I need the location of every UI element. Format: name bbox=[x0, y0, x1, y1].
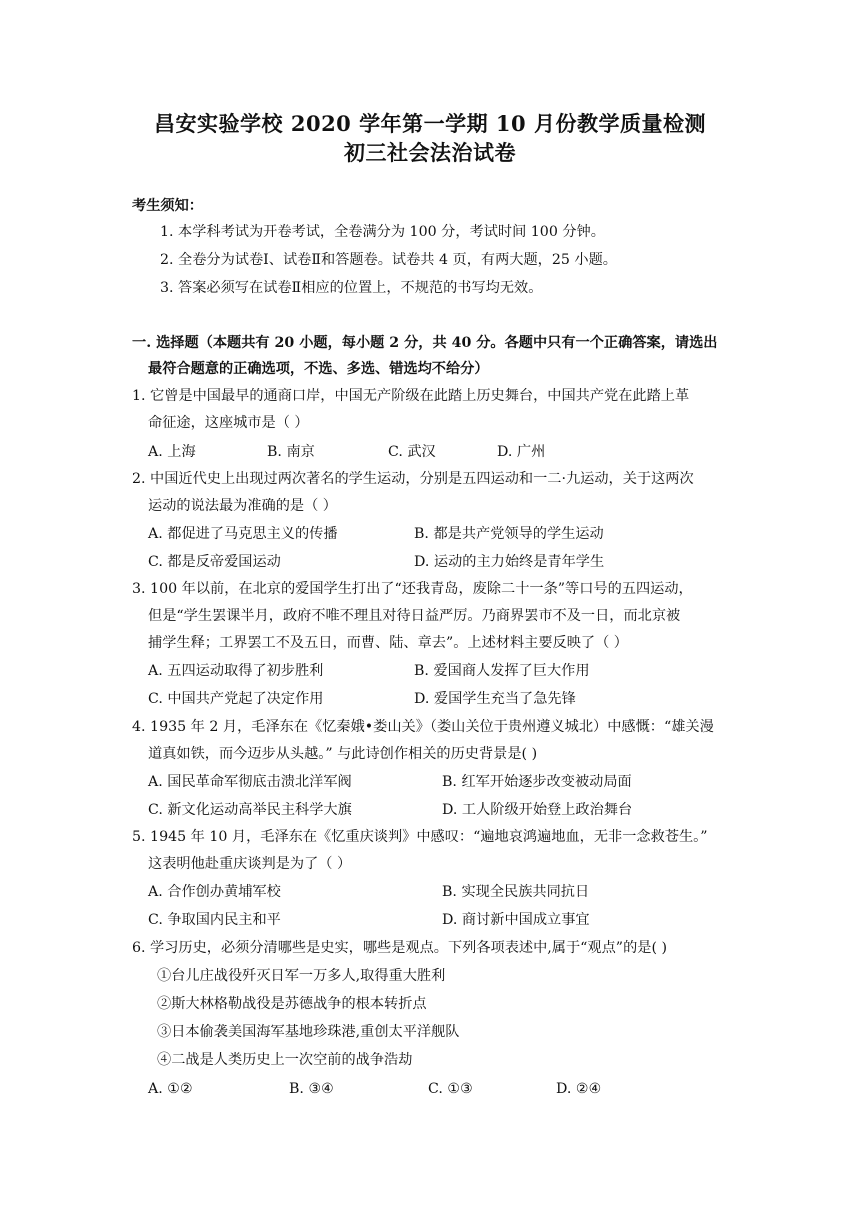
section-heading-line1: 一. 选择题（本题共有 20 小题，每小题 2 分，共 40 分。各题中只有一个正确答案，请选出 bbox=[132, 335, 718, 351]
question-1-option-c: C. 武汉 bbox=[388, 444, 436, 460]
question-1-option-b: B. 南京 bbox=[267, 444, 315, 460]
exam-subtitle: 初三社会法治试卷 bbox=[344, 140, 516, 165]
notice-item-3: 3. 答案必须写在试卷Ⅱ相应的位置上，不规范的书写均无效。 bbox=[160, 280, 543, 296]
notice-heading: 考生须知： bbox=[132, 198, 203, 214]
question-2-text: 2. 中国近代史上出现过两次著名的学生运动，分别是五四运动和一二·九运动，关于这两次 bbox=[132, 471, 694, 487]
question-5-option-b: B. 实现全民族共同抗日 bbox=[442, 884, 590, 900]
question-5-text-cont: 这表明他赴重庆谈判是为了（ ） bbox=[148, 856, 352, 872]
question-2-option-c: C. 都是反帝爱国运动 bbox=[148, 554, 281, 570]
question-4-option-b: B. 红军开始逐步改变被动局面 bbox=[442, 774, 632, 790]
question-3-option-b: B. 爱国商人发挥了巨大作用 bbox=[414, 663, 590, 679]
question-6-option-c: C. ①③ bbox=[428, 1081, 473, 1097]
question-5-option-c: C. 争取国内民主和平 bbox=[148, 912, 281, 928]
question-6-statement-3: ③日本偷袭美国海军基地珍珠港,重创太平洋舰队 bbox=[157, 1024, 460, 1040]
question-6-statement-1: ①台儿庄战役歼灭日军一万多人,取得重大胜利 bbox=[157, 968, 446, 984]
question-2-option-d: D. 运动的主力始终是青年学生 bbox=[414, 554, 605, 570]
notice-item-1: 1. 本学科考试为开卷考试，全卷满分为 100 分，考试时间 100 分钟。 bbox=[160, 224, 605, 240]
question-4-text-cont: 道真如铁，而今迈步从头越。” 与此诗创作相关的历史背景是( ) bbox=[148, 746, 538, 762]
question-6-option-d: D. ②④ bbox=[556, 1081, 602, 1097]
question-2-text-cont: 运动的说法最为准确的是（ ） bbox=[148, 498, 337, 514]
question-3-text-cont-1: 但是“学生罢课半月，政府不唯不理且对待日益严厉。乃商界罢市不及一日，而北京被 bbox=[148, 608, 681, 624]
section-heading-line2: 最符合题意的正确选项，不选、多选、错选均不给分） bbox=[148, 361, 489, 377]
question-1-option-a: A. 上海 bbox=[148, 444, 196, 460]
question-5-option-a: A. 合作创办黄埔军校 bbox=[148, 884, 281, 900]
question-3-text: 3. 100 年以前，在北京的爱国学生打出了“还我青岛，废除二十一条”等口号的五四运动， bbox=[132, 581, 693, 597]
question-6-statement-2: ②斯大林格勒战役是苏德战争的根本转折点 bbox=[157, 996, 427, 1012]
exam-title: 昌安实验学校 2020 学年第一学期 10 月份教学质量检测 bbox=[154, 111, 706, 136]
notice-item-2: 2. 全卷分为试卷Ⅰ、试卷Ⅱ和答题卷。试卷共 4 页，有两大题，25 小题。 bbox=[160, 252, 617, 268]
question-4-option-d: D. 工人阶级开始登上政治舞台 bbox=[442, 802, 633, 818]
question-6-option-b: B. ③④ bbox=[289, 1081, 334, 1097]
question-3-text-cont-2: 捕学生释；工界罢工不及五日，而曹、陆、章去”。上述材料主要反映了（ ） bbox=[148, 635, 628, 651]
question-1-text-cont: 命征途，这座城市是（ ） bbox=[148, 415, 309, 431]
question-2-option-b: B. 都是共产党领导的学生运动 bbox=[414, 526, 604, 542]
question-3-option-d: D. 爱国学生充当了急先锋 bbox=[414, 691, 576, 707]
question-6-option-a: A. ①② bbox=[148, 1081, 193, 1097]
question-6-statement-4: ④二战是人类历史上一次空前的战争浩劫 bbox=[157, 1052, 413, 1068]
question-3-option-a: A. 五四运动取得了初步胜利 bbox=[148, 663, 324, 679]
question-5-text: 5. 1945 年 10 月，毛泽东在《忆重庆谈判》中感叹：“遍地哀鸿遍地血，无非一念救苍生。” bbox=[132, 829, 708, 845]
question-1-text: 1. 它曾是中国最早的通商口岸，中国无产阶级在此踏上历史舞台，中国共产党在此踏上革 bbox=[132, 388, 690, 404]
question-4-option-a: A. 国民革命军彻底击溃北洋军阀 bbox=[148, 774, 352, 790]
question-4-text: 4. 1935 年 2 月，毛泽东在《忆秦娥•娄山关》（娄山关位于贵州遵义城北）中感慨：“雄关漫 bbox=[132, 719, 714, 735]
question-1-option-d: D. 广州 bbox=[497, 444, 546, 460]
question-5-option-d: D. 商讨新中国成立事宜 bbox=[442, 912, 590, 928]
question-6-text: 6. 学习历史，必须分清哪些是史实，哪些是观点。下列各项表述中,属于“观点”的是( ) bbox=[132, 940, 668, 956]
question-2-option-a: A. 都促进了马克思主义的传播 bbox=[148, 526, 338, 542]
question-4-option-c: C. 新文化运动高举民主科学大旗 bbox=[148, 802, 352, 818]
question-3-option-c: C. 中国共产党起了决定作用 bbox=[148, 691, 324, 707]
